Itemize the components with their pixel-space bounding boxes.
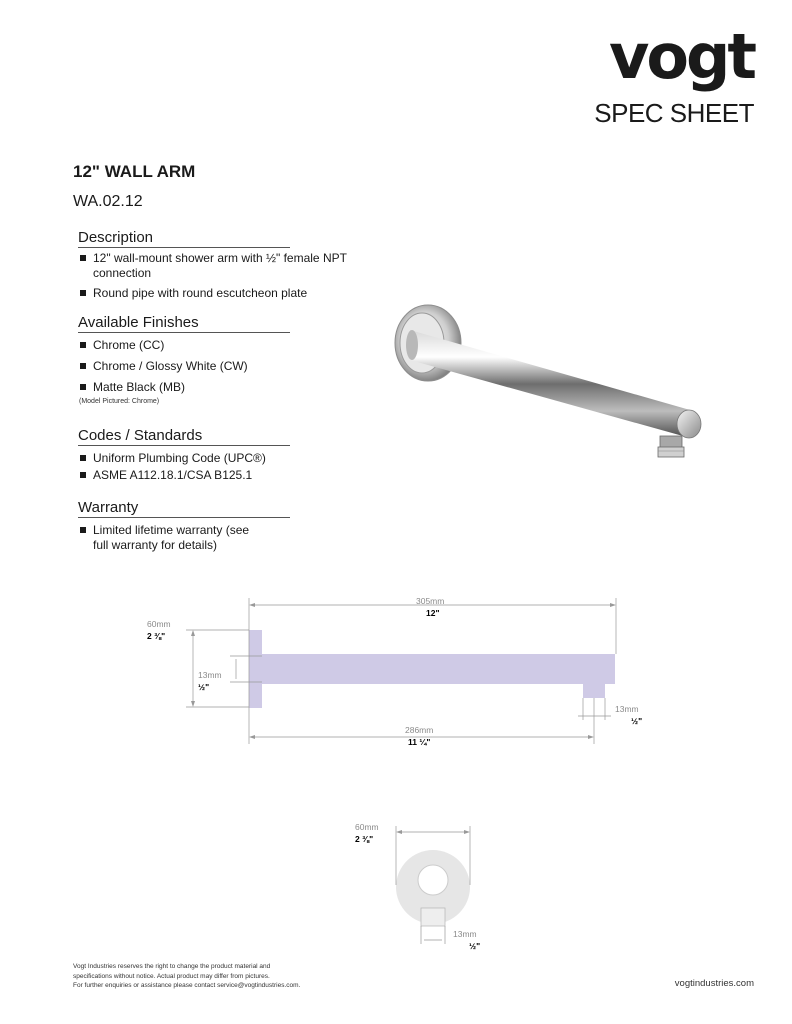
front-view-drawing [396, 826, 470, 944]
model-note: (Model Pictured: Chrome) [79, 398, 160, 405]
list-item: Chrome (CC) [78, 338, 348, 353]
list-item: Limited lifetime warranty (see full warranty for details) [78, 523, 258, 553]
front-outlet [421, 908, 445, 926]
footer-disclaimer [73, 962, 373, 991]
brand-logo: vogt [608, 20, 754, 93]
list-item: ASME A112.18.1/CSA B125.1 [78, 468, 348, 483]
disclaimer-line: Vogt Industries reserves the right to change the product material and [73, 963, 271, 970]
outlet-width-in: ½" [631, 716, 643, 726]
front-outlet-mm: 13mm [453, 929, 477, 939]
pipe-diameter-mm: 13mm [198, 670, 222, 680]
plate-profile [249, 630, 262, 708]
front-outlet-in: ½" [469, 941, 481, 951]
plate-height-in: 2 ⅜" [147, 631, 166, 641]
list-item: Matte Black (MB) [78, 380, 348, 395]
front-plate-mm: 60mm [355, 822, 379, 832]
product-name: 12" WALL ARM [73, 162, 196, 181]
list-item: 12" wall-mount shower arm with ½" female NPT connection [78, 251, 348, 281]
disclaimer-line: For further enquiries or assistance please contact service@vogtindustries.com. [73, 982, 301, 989]
list-item: Round pipe with round escutcheon plate [78, 286, 348, 301]
plate-height-mm: 60mm [147, 619, 171, 629]
product-code: WA.02.12 [73, 193, 143, 210]
outlet-fitting [660, 436, 682, 448]
pipe-diameter-in: ½" [198, 682, 210, 692]
finishes-heading: Available Finishes [78, 314, 290, 333]
overall-length-mm: 305mm [416, 596, 445, 606]
front-plate-in: 2 ⅜" [355, 834, 374, 844]
pipe-profile [262, 654, 615, 684]
footer-website-link[interactable]: vogtindustries.com [674, 978, 754, 989]
arm-end-cap [677, 410, 701, 438]
list-item: Chrome / Glossy White (CW) [78, 359, 348, 374]
wall-arm-photo [395, 305, 701, 457]
disclaimer-line: specifications without notice. Actual product may differ from pictures. [73, 972, 270, 980]
page-title: SPEC SHEET [594, 98, 754, 128]
side-view-drawing [186, 598, 616, 744]
warranty-heading: Warranty [78, 499, 290, 518]
reach-length-mm: 286mm [405, 725, 434, 735]
list-item: Uniform Plumbing Code (UPC®) [78, 451, 348, 466]
outlet-profile [583, 684, 605, 698]
overall-length-in: 12" [426, 608, 440, 618]
outlet-width-mm: 13mm [615, 704, 639, 714]
description-heading: Description [78, 229, 290, 248]
arm-pipe [410, 330, 690, 438]
codes-heading: Codes / Standards [78, 427, 290, 446]
reach-length-in: 11 ¼" [408, 737, 431, 747]
